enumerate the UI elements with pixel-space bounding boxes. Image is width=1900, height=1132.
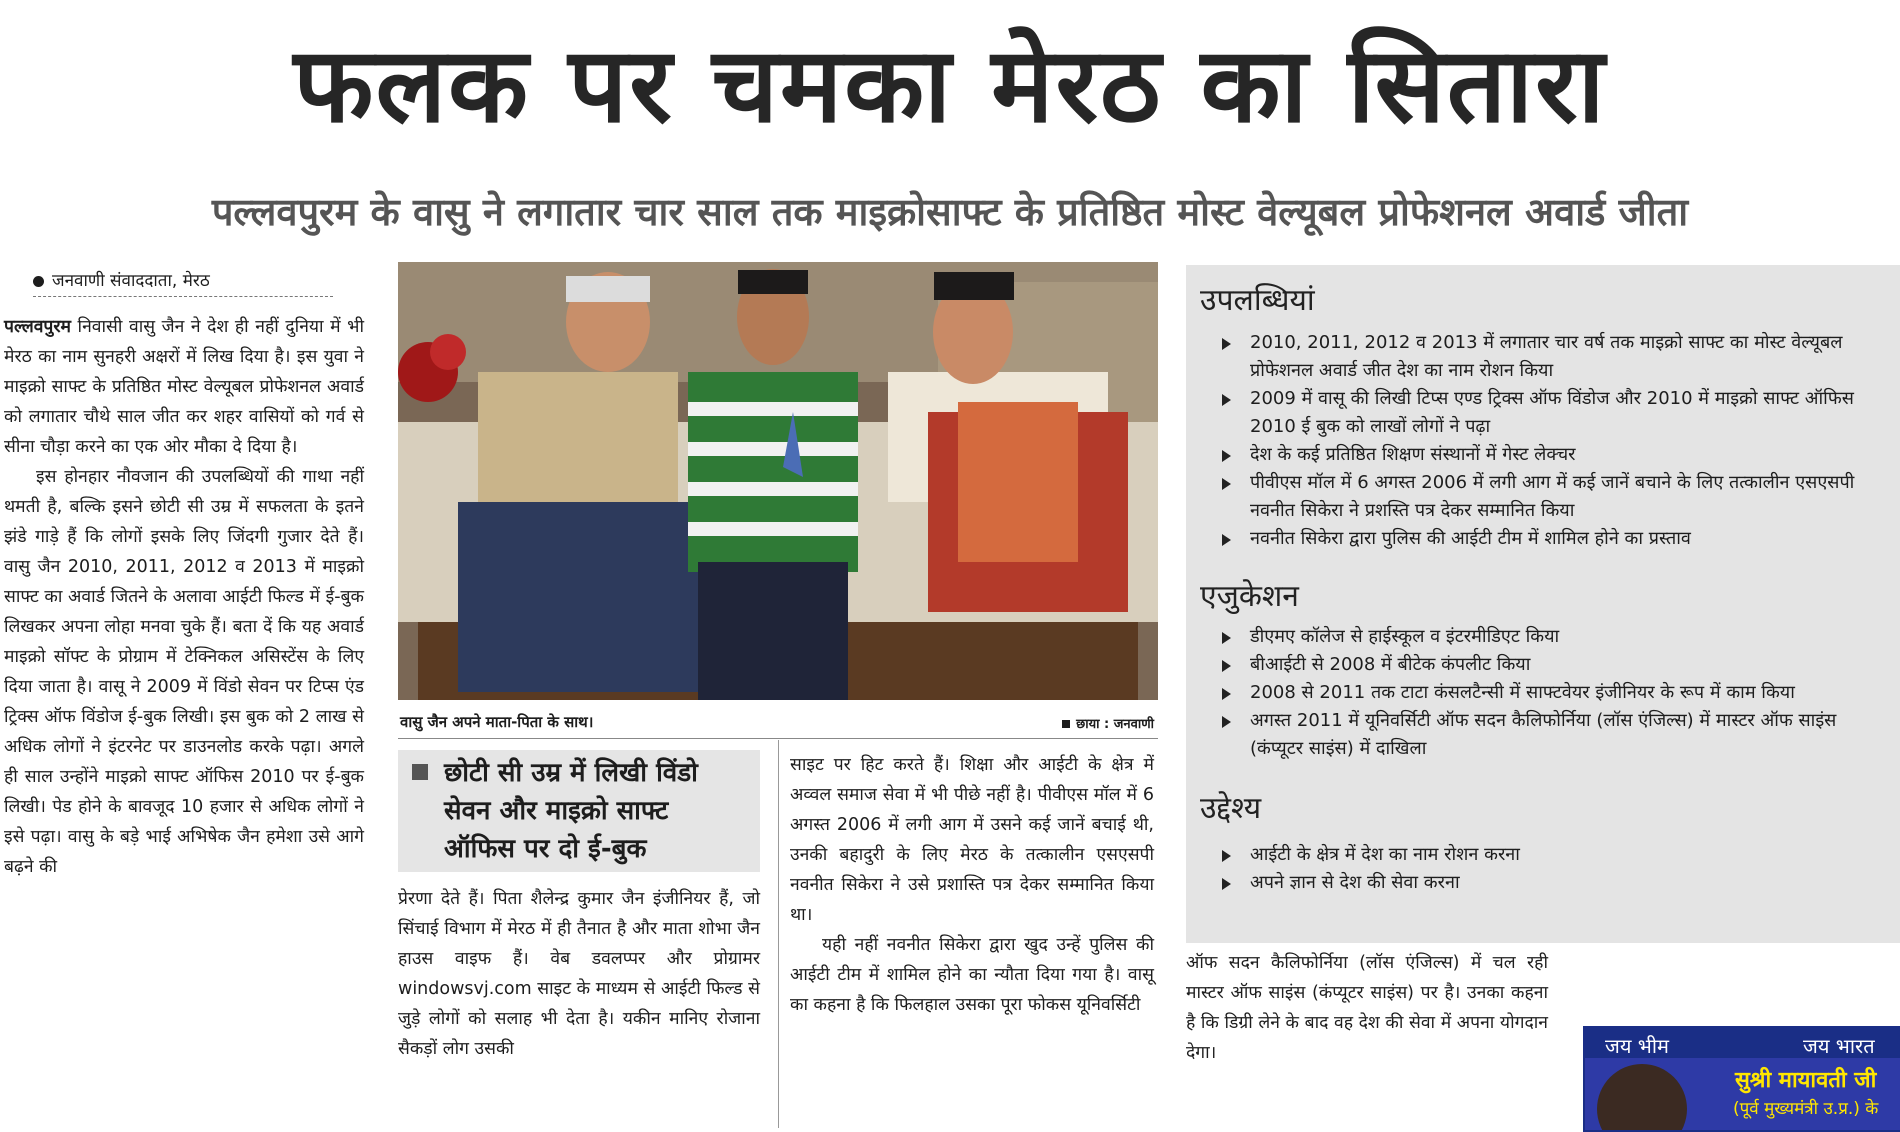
list-item: डीएमए कॉलेज से हाईस्कूल व इंटरमीडिएट किया (1220, 623, 1860, 651)
triangle-bullet-icon (1222, 660, 1231, 672)
article-column-2 (398, 884, 760, 1064)
paragraph-1: साइट पर हिट करते हैं। शिक्षा और आईटी के क्षेत्र में अव्वल समाज सेवा में भी पीछे नहीं है। पीवीएस मॉल में 6 अगस्त 2006 में लगी आग में उसने कई जानें बचाई थी, उनकी बहादुरी के लिए मेरठ के तत्कालीन एसएसपी नवनीत सिकेरा ने उसे प्रशास्ति पत्र देकर सम्मानित किया था। (790, 755, 1154, 925)
bullet-dot-icon (33, 276, 44, 287)
advertisement (1583, 1026, 1900, 1132)
byline (33, 270, 333, 297)
paragraph: प्रेरणा देते हैं। पिता शैलेन्द्र कुमार जैन इंजीनियर हैं, जो सिंचाई विभाग में मेरठ में ही तैनात है और माता शोभा जैन हाउस वाइफ हैं। वेब डवलप्पर और प्रोग्रामर windowsvj.com साइट के माध्यम से आईटी फिल्ड से जुड़े लोगों को सलाह भी देता है। यकीन मानिए रोजाना सैकड़ों लोग उसकी (398, 889, 760, 1059)
triangle-bullet-icon (1222, 632, 1231, 644)
photo-credit-text: छाया : जनवाणी (1076, 717, 1154, 732)
headline: फलक पर चमका मेरठ का सितारा (293, 24, 1607, 146)
ad-right-text: जय भारत (1803, 1034, 1875, 1058)
lead-word: पल्लवपुरम (4, 317, 71, 337)
ad-subtitle: (पूर्व मुख्यमंत्री उ.प्र.) के (1733, 1099, 1879, 1119)
subheading-text: छोटी सी उम्र में लिखी विंडो सेवन और माइक्रो साफ्ट ऑफिस पर दो ई-बुक (444, 758, 698, 864)
achievements-list (1220, 329, 1860, 553)
list-item: 2010, 2011, 2012 व 2013 में लगातार चार वर्ष तक माइक्रो साफ्ट का मोस्ट वेल्यूबल प्रोफेशनल अवार्ड जीत देश का नाम रोशन किया (1220, 329, 1860, 385)
paragraph: ऑफ सदन कैलिफोर्निया (लॉस एंजिल्स) में चल रही मास्टर ऑफ साइंस (कंप्यूटर साइंस) पर है। उनका कहना है कि डिग्री लेने के बाद वह देश की सेवा में अपना योगदान देगा। (1186, 953, 1548, 1063)
byline-text: जनवाणी संवाददाता, मेरठ (52, 271, 210, 291)
education-heading: एजुकेशन (1200, 579, 1299, 614)
list-item: बीआईटी से 2008 में बीटेक कंपलीट किया (1220, 651, 1860, 679)
triangle-bullet-icon (1222, 450, 1231, 462)
subheading-box (398, 750, 760, 872)
paragraph-2: यही नहीं नवनीत सिकेरा द्वारा खुद उन्हें पुलिस की आईटी टीम में शामिल होने का न्यौता दिया गया है। वासू का कहना है कि फिलहाल उसका पूरा फोकस यूनिवर्सिटी (790, 935, 1154, 1015)
family-photo (398, 262, 1158, 700)
article-column-3 (790, 750, 1154, 1020)
triangle-bullet-icon (1222, 878, 1231, 890)
info-box (1186, 265, 1900, 943)
paragraph-1: निवासी वासु जैन ने देश ही नहीं दुनिया में भी मेरठ का नाम सुनहरी अक्षरों में लिख दिया है। इस युवा ने माइक्रो साफ्ट के प्रतिष्ठित मोस्ट वेल्यूबल प्रोफेशनल अवार्ड को लगातार चौथे साल जीत कर शहर वासियों को गर्व से सीना चौड़ा करने का एक ओर मौका दे दिया है। (4, 317, 364, 457)
list-item: अपने ज्ञान से देश की सेवा करना (1220, 869, 1860, 897)
triangle-bullet-icon (1222, 338, 1231, 350)
list-item: आईटी के क्षेत्र में देश का नाम रोशन करना (1220, 841, 1860, 869)
list-item: अगस्त 2011 में यूनिवर्सिटी ऑफ सदन कैलिफोर्निया (लॉस एंजिल्स) में मास्टर ऑफ साइंस (कंप्यूटर साइंस) में दाखिला (1220, 707, 1860, 763)
family-photo-illustration (398, 262, 1158, 700)
triangle-bullet-icon (1222, 534, 1231, 546)
education-list (1220, 623, 1860, 763)
photo-caption: वासु जैन अपने माता-पिता के साथ। (400, 713, 594, 731)
photo-caption-bar (398, 706, 1158, 739)
list-item: 2008 से 2011 तक टाटा कंसलटैन्सी में साफ्टवेयर इंजीनियर के रूप में काम किया (1220, 679, 1860, 707)
objective-list (1220, 841, 1860, 897)
list-item: नवनीत सिकेरा द्वारा पुलिस की आईटी टीम में शामिल होने का प्रस्ताव (1220, 525, 1860, 553)
square-bullet-icon (412, 764, 428, 780)
article-column-4 (1186, 948, 1548, 1068)
triangle-bullet-icon (1222, 850, 1231, 862)
ad-name: सुश्री मायावती जी (1735, 1068, 1877, 1093)
triangle-bullet-icon (1222, 478, 1231, 490)
subheadline: पल्लवपुरम के वासु ने लगातार चार साल तक माइक्रोसाफ्ट के प्रतिष्ठित मोस्ट वेल्यूबल प्रोफेशनल अवार्ड जीता (211, 190, 1689, 234)
column-divider (778, 740, 779, 1128)
square-bullet-icon (1062, 720, 1070, 728)
list-item: 2009 में वासू की लिखी टिप्स एण्ड ट्रिक्स ऑफ विंडोज और 2010 में माइक्रो साफ्ट ऑफिस 2010 ई बुक को लाखों लोगों ने पढ़ा (1220, 385, 1860, 441)
triangle-bullet-icon (1222, 394, 1231, 406)
triangle-bullet-icon (1222, 716, 1231, 728)
list-item: पीवीएस मॉल में 6 अगस्त 2006 में लगी आग में कई जानें बचाने के लिए तत्कालीन एसएसपी नवनीत सिकेरा ने प्रशस्ति पत्र देकर सम्मानित किया (1220, 469, 1860, 525)
objective-heading: उद्देश्य (1200, 791, 1262, 826)
triangle-bullet-icon (1222, 688, 1231, 700)
article-column-1 (4, 312, 364, 882)
photo-credit (1062, 714, 1154, 732)
list-item: देश के कई प्रतिष्ठित शिक्षण संस्थानों में गेस्ट लेक्चर (1220, 441, 1860, 469)
ad-left-text: जय भीम (1605, 1034, 1669, 1058)
paragraph-2: इस होनहार नौवजान की उपलब्धियों की गाथा नहीं थमती है, बल्कि इसने छोटी सी उम्र में सफलता के इतने झंडे गाड़े हैं कि लोगों इसके लिए जिंदगी गुजार देते हैं। वासु जैन 2010, 2011, 2012 व 2013 में माइक्रो साफ्ट का अवार्ड जितने के अलावा आईटी फिल्ड में ई-बुक लिखकर अपना लोहा मनवा चुके हैं। बता दें कि यह अवार्ड माइक्रो सॉफ्ट के प्रोग्राम में टेक्निकल असिस्टेंस के लिए दिया जाता है। वासू ने 2009 में विंडो सेवन पर टिप्स एंड ट्रिक्स ऑफ विंडोज ई-बुक लिखी। इस बुक को 2 लाख से अधिक लोगों ने इंटरनेट पर डाउनलोड करके पढ़ा। अगले ही साल उन्होंने माइक्रो साफ्ट ऑफिस 2010 पर ई-बुक लिखी। पेड होने के बावजूद 10 हजार से अधिक लोगों ने इसे पढ़ा। वासु के बड़े भाई अभिषेक जैन हमेशा उसे आगे बढ़ने की (4, 467, 364, 877)
achievements-heading: उपलब्धियां (1200, 283, 1315, 318)
